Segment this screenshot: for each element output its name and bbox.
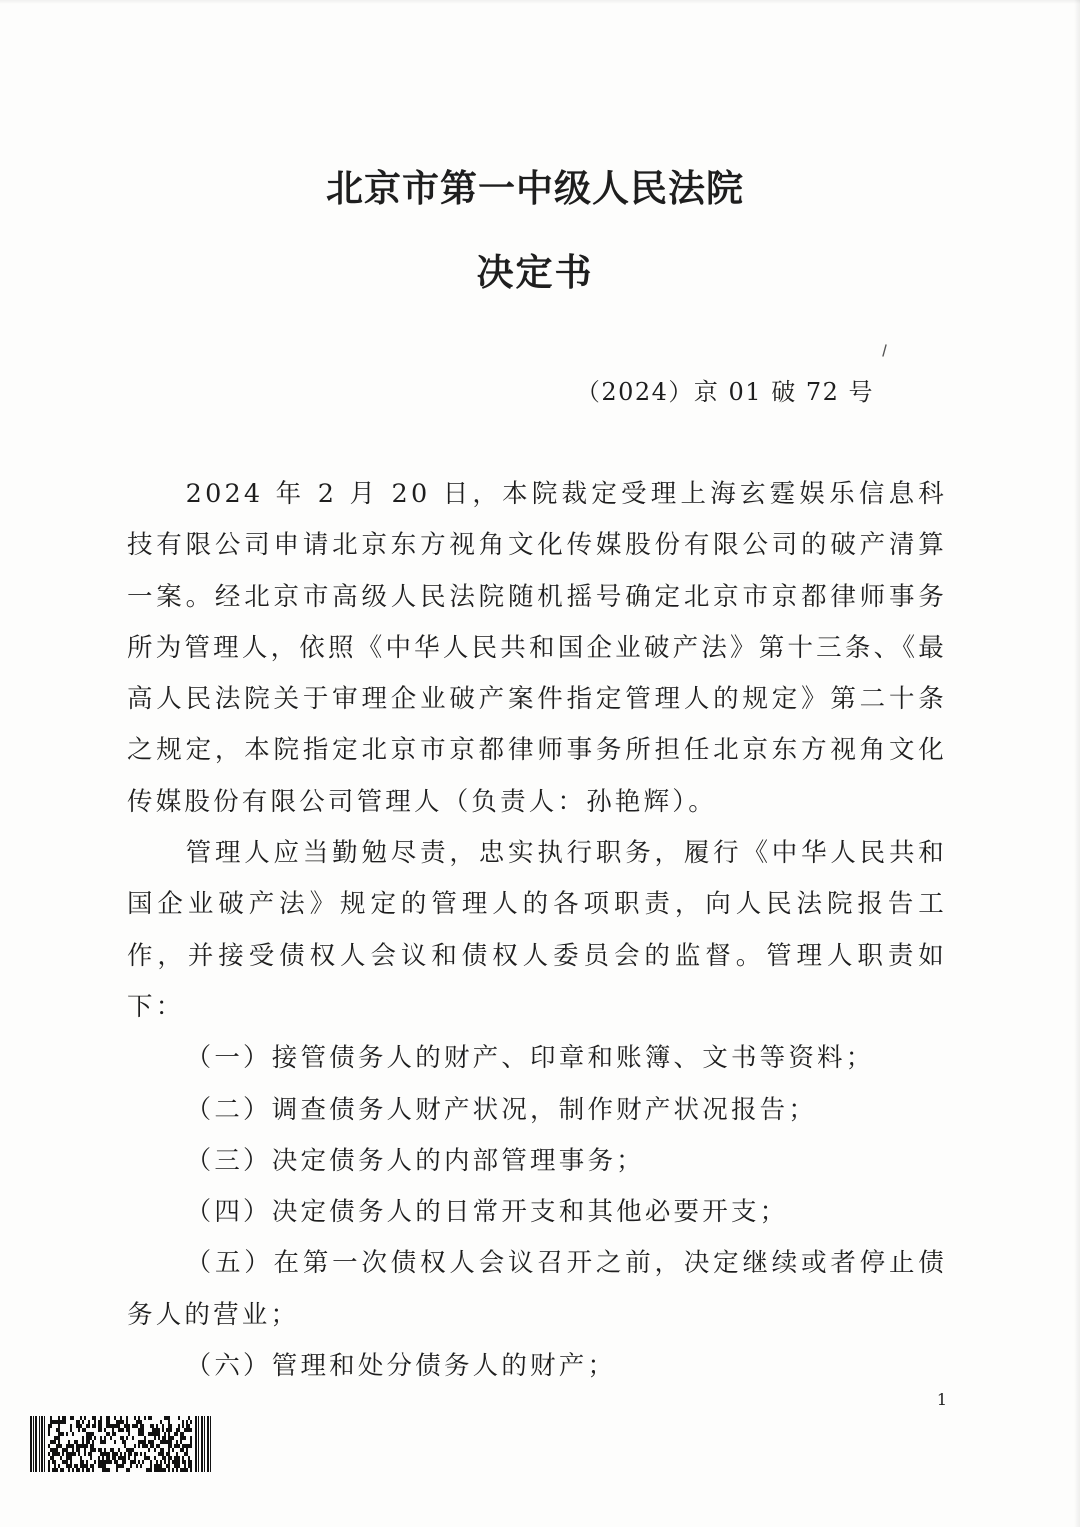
duty-item: （一）接管债务人的财产、印章和账簿、文书等资料； — [185, 1043, 875, 1074]
duty-item: （四）决定债务人的日常开支和其他必要开支； — [185, 1197, 789, 1228]
scan-shadow-top — [0, 0, 1080, 4]
document-body — [127, 469, 947, 1392]
barcode-icon — [30, 1416, 212, 1472]
pen-mark-icon — [880, 344, 888, 358]
scan-shadow-right — [1074, 0, 1080, 1527]
duty-item: （三）决定债务人的内部管理事务； — [185, 1145, 645, 1176]
page-number: 1 — [936, 1390, 947, 1409]
court-name: 北京市第一中级人民法院 — [326, 166, 744, 210]
duty-item: （六）管理和处分债务人的财产； — [185, 1351, 617, 1382]
duty-item: （五）在第一次债权人会议召开之前，决定继续或者停止债务人的营业； — [127, 1248, 947, 1330]
paragraph-duties-intro: 管理人应当勤勉尽责，忠实执行职务，履行《中华人民共和国企业破产法》规定的管理人的各项职责，向人民法院报告工作，并接受债权人会议和债权人委员会的监督。管理人职责如下： — [127, 838, 947, 1022]
duty-item: （二）调查债务人财产状况，制作财产状况报告； — [185, 1094, 818, 1125]
document-title: 决定书 — [476, 250, 594, 294]
case-number: （2024）京 01 破 72 号 — [575, 378, 874, 406]
paragraph-acceptance: 2024 年 2 月 20 日，本院裁定受理上海玄霆娱乐信息科技有限公司申请北京东方视角文化传媒股份有限公司的破产清算一案。经北京市高级人民法院随机摇号确定北京市京都律师事务所为管理人，依照《中华人民共和国企业破产法》第十三条、《最高人民法院关于审理企业破产案件指定管理人的规定》第二十条之规定，本院指定北京市京都律师事务所担任北京东方视角文化传媒股份有限公司管理人（负责人：孙艳辉）。 — [127, 479, 947, 817]
